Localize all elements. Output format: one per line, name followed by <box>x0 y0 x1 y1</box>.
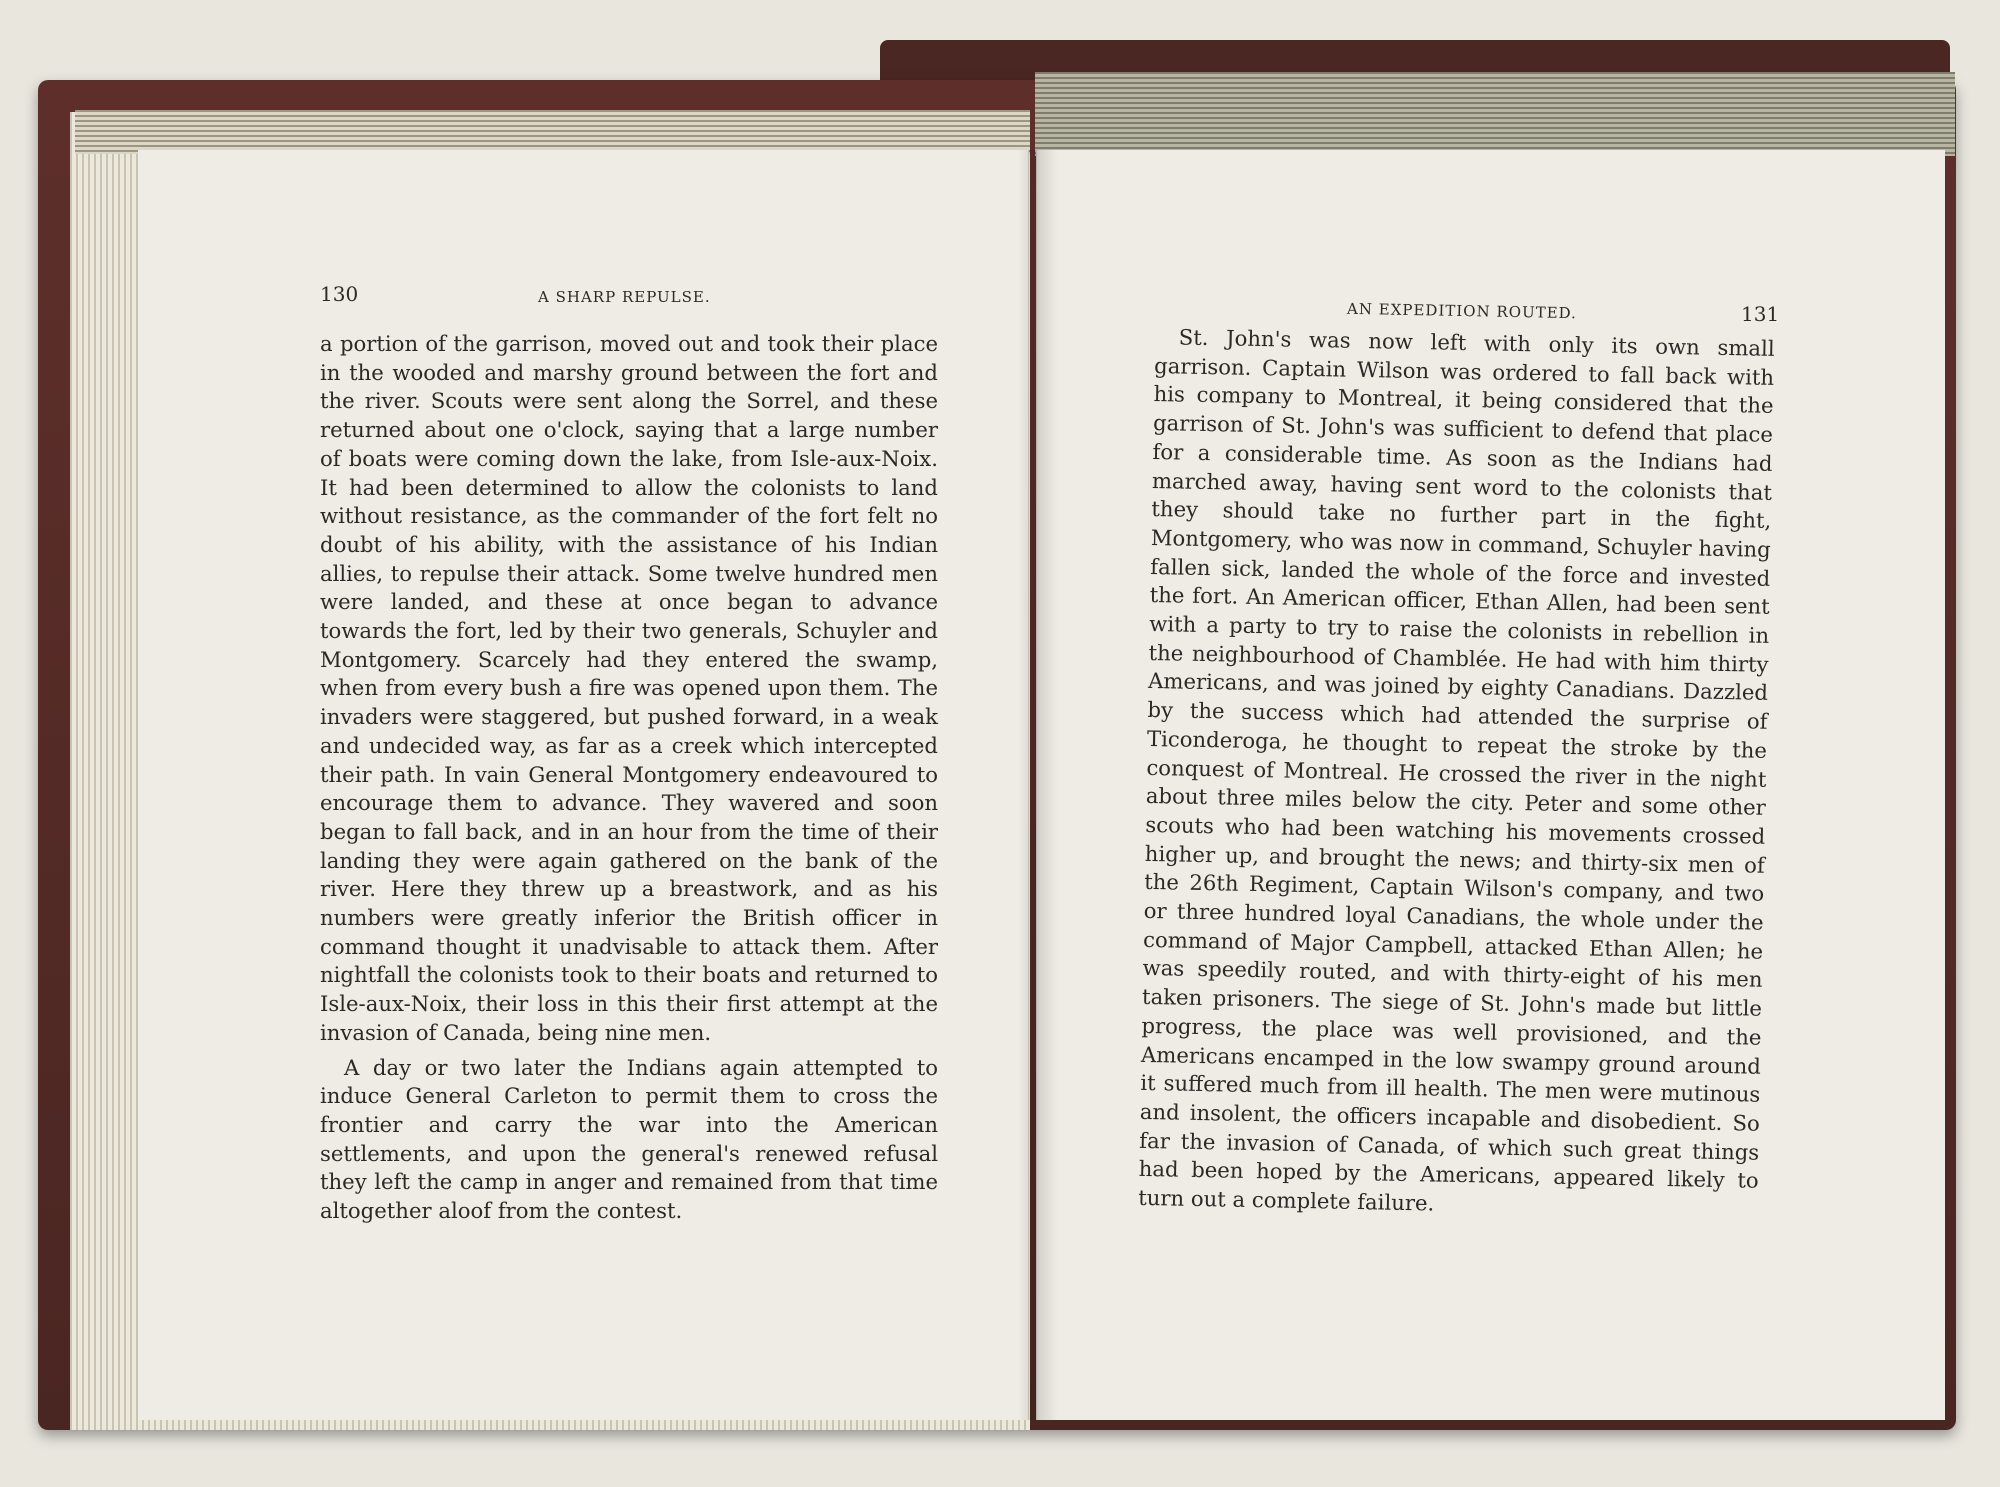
paragraph: A day or two later the Indians again attempted to induce General Carleton to permit them to cross the frontier and carry the war into the American settlements, and upon the general's renewed refusal they left the camp in anger and remained from that time altogether aloof from the contest. <box>320 1054 938 1224</box>
left-page-body <box>320 330 938 1226</box>
paragraph: a portion of the garrison, moved out and took their place in the wooded and marshy ground between the fort and the river. Scouts were sent along the Sorrel, and these returned about one o'clock, saying that a large number of boats were coming down the lake, from Isle-aux-Noix. It had been determined to allow the colonists to land without resistance, as the commander of the fort felt no doubt of his ability, with the assistance of his Indian allies, to repulse their attack. Some twelve hundred men were landed, and these at once began to advance towards the fort, led by their two generals, Schuyler and Montgomery. Scarcely had they entered the swamp, when from every bush a fire was opened upon them. The invaders were staggered, but pushed forward, in a weak and undecided way, as far as a creek which intercepted their path. In vain General Montgomery endeavoured to encourage them to advance. They wavered and soon began to fall back, and in an hour from the time of their landing they were again gathered on the bank of the river. Here they threw up a breastwork, and as his numbers were greatly inferior the British officer in command thought it unadvisable to attack them. After nightfall the colonists took to their boats and returned to Isle-aux-Noix, their loss in this their first attempt at the invasion of Canada, being nine men. <box>320 331 938 1045</box>
page-edges-left-top <box>75 110 1030 154</box>
paragraph: St. John's was now left with only its own small garrison. Captain Wilson was ordered to fall back with his company to Montreal, it being considered that the garrison of St. John's was sufficient to defend that place for a considerable time. As soon as the Indians had marched away, having sent word to the colonists that they should take no further part in the fight, Montgomery, who was now in command, Schuyler having fallen sick, landed the whole of the force and invested the fort. An American officer, Ethan Allen, had been sent with a party to try to raise the colonists in rebellion in the neighbourhood of Chamblée. He had with him thirty Americans, and was joined by eighty Canadians. Dazzled by the success which had attended the surprise of Ticonderoga, he thought to repeat the stroke by the conquest of Montreal. He crossed the river in the night about three miles below the city. Peter and some other scouts who had been watching his movements crossed higher up, and brought the news; and thirty-six men of the 26th Regiment, Captain Wilson's company, and two or three hundred loyal Canadians, the whole under the command of Major Campbell, attacked Ethan Allen; he was speedily routed, and with thirty-eight of his men taken prisoners. The siege of St. John's made but little progress, the place was well provisioned, and the Americans encamped in the low swampy ground around it suffered much from ill health. The men were mutinous and insolent, the officers incapable and disobedient. So far the invasion of Canada, of which such great things had been hoped by the Americans, appeared likely to turn out a complete failure. <box>1137 324 1775 1216</box>
book-gutter <box>1018 150 1058 1420</box>
page-number-left: 130 <box>320 282 359 306</box>
running-head-right: AN EXPEDITION ROUTED. <box>1346 299 1578 323</box>
running-head-left: A SHARP REPULSE. <box>538 288 711 306</box>
right-page-body <box>1138 323 1775 1225</box>
page-edges-right-top <box>1035 72 1955 156</box>
page-number-right: 131 <box>1741 302 1780 326</box>
right-page <box>1036 150 1945 1420</box>
left-page <box>138 150 1029 1420</box>
